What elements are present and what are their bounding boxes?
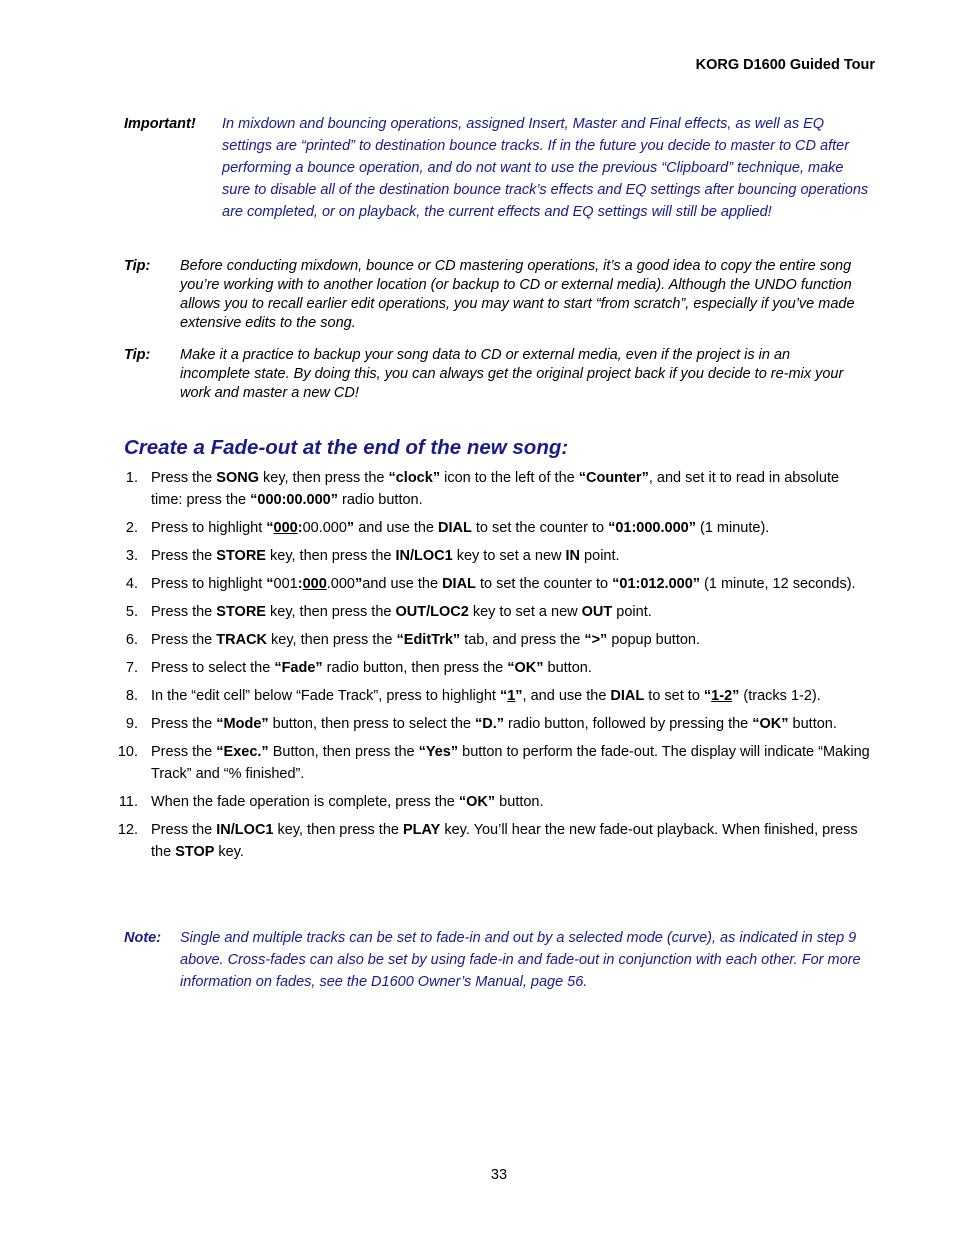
- step-text: When the fade operation is complete, press the “OK” button.: [151, 794, 544, 810]
- tip-text: Make it a practice to backup your song data to CD or external media, even if the project is in an incomplete state. By doing this, you can always get the original project back if you decide to re-mix your work and master a new CD!: [180, 347, 844, 401]
- list-item: [110, 629, 870, 651]
- step-number: 2.: [125, 520, 138, 536]
- list-item: [110, 545, 870, 567]
- step-text: Press the “Mode” button, then press to select the “D.” radio button, followed by pressing the “OK” button.: [151, 716, 837, 732]
- list-item: [110, 713, 870, 735]
- step-text: Press the STORE key, then press the OUT/LOC2 key to set a new OUT point.: [151, 604, 652, 620]
- step-number: 12.: [117, 822, 138, 838]
- step-text: Press to highlight “000:00.000” and use the DIAL to set the counter to “01:000.000” (1 minute).: [151, 520, 770, 536]
- step-text: Press the IN/LOC1 key, then press the PLAY key. You’ll hear the new fade-out playback. When finished, press the STOP key.: [151, 822, 858, 860]
- page-number: 33: [490, 1167, 508, 1183]
- step-number: 10.: [117, 744, 138, 760]
- steps-list: [110, 467, 870, 869]
- list-item: [110, 573, 870, 595]
- list-item: [110, 517, 870, 539]
- tip-callout: [124, 346, 862, 403]
- important-label: Important!: [124, 116, 196, 132]
- step-text: Press to select the “Fade” radio button, then press the “OK” button.: [151, 660, 592, 676]
- tip-callout: [124, 257, 862, 333]
- tip-label: Tip:: [124, 347, 151, 363]
- step-text: Press the TRACK key, then press the “EditTrk” tab, and press the “>” popup button.: [151, 632, 701, 648]
- important-text: In mixdown and bouncing operations, assigned Insert, Master and Final effects, as well as EQ settings are “printed” to destination bounce tracks. If in the future you decide to master to CD after performing a bounce operation, and do not want to use the previous “Clipboard” technique, make sure to disable all of the destination bounce track’s effects and EQ settings after bouncing operations are completed, or on playback, the current effects and EQ settings will still be applied!: [222, 116, 869, 220]
- page-header-title: KORG D1600 Guided Tour: [695, 57, 875, 73]
- step-number: 3.: [125, 548, 138, 564]
- step-number: 9.: [125, 716, 138, 732]
- list-item: [110, 791, 870, 813]
- tip-text: Before conducting mixdown, bounce or CD mastering operations, it’s a good idea to copy the entire song you’re working with to another location (or backup to CD or external media). Although the UNDO function allows you to recall earlier edit operations, you may want to start “from scratch”, especially if you’ve made extensive edits to the song.: [180, 258, 855, 331]
- list-item: [110, 685, 870, 707]
- note-label: Note:: [124, 930, 162, 946]
- step-number: 5.: [125, 604, 138, 620]
- step-number: 6.: [125, 632, 138, 648]
- step-number: 1.: [125, 470, 138, 486]
- tip-label: Tip:: [124, 258, 151, 274]
- step-number: 7.: [125, 660, 138, 676]
- step-text: Press the SONG key, then press the “clock” icon to the left of the “Counter”, and set it to read in absolute time: press the “000:00.000” radio button.: [151, 470, 840, 508]
- note-text: Single and multiple tracks can be set to fade-in and out by a selected mode (curve), as indicated in step 9 above. Cross-fades can also be set by using fade-in and fade-out in conjunction with each other. For more information on fades, see the D1600 Owner’s Manual, page 56.: [180, 930, 861, 990]
- step-text: Press the “Exec.” Button, then press the “Yes” button to perform the fade-out. The display will indicate “Making Track” and “% finished”.: [151, 744, 870, 782]
- section-heading: Create a Fade-out at the end of the new song:: [124, 436, 569, 459]
- list-item: [110, 601, 870, 623]
- list-item: [110, 741, 870, 785]
- step-text: Press to highlight “001:000.000”and use the DIAL to set the counter to “01:012.000” (1 minute, 12 seconds).: [151, 576, 856, 592]
- step-number: 4.: [125, 576, 138, 592]
- step-text: Press the STORE key, then press the IN/LOC1 key to set a new IN point.: [151, 548, 620, 564]
- step-number: 8.: [125, 688, 138, 704]
- note-callout: [124, 927, 862, 993]
- list-item: [110, 467, 870, 511]
- step-text: In the “edit cell” below “Fade Track”, press to highlight “1”, and use the DIAL to set to “1-2” (tracks 1-2).: [151, 688, 821, 704]
- step-number: 11.: [118, 794, 138, 810]
- list-item: [110, 657, 870, 679]
- list-item: [110, 819, 870, 863]
- important-callout: [124, 113, 869, 223]
